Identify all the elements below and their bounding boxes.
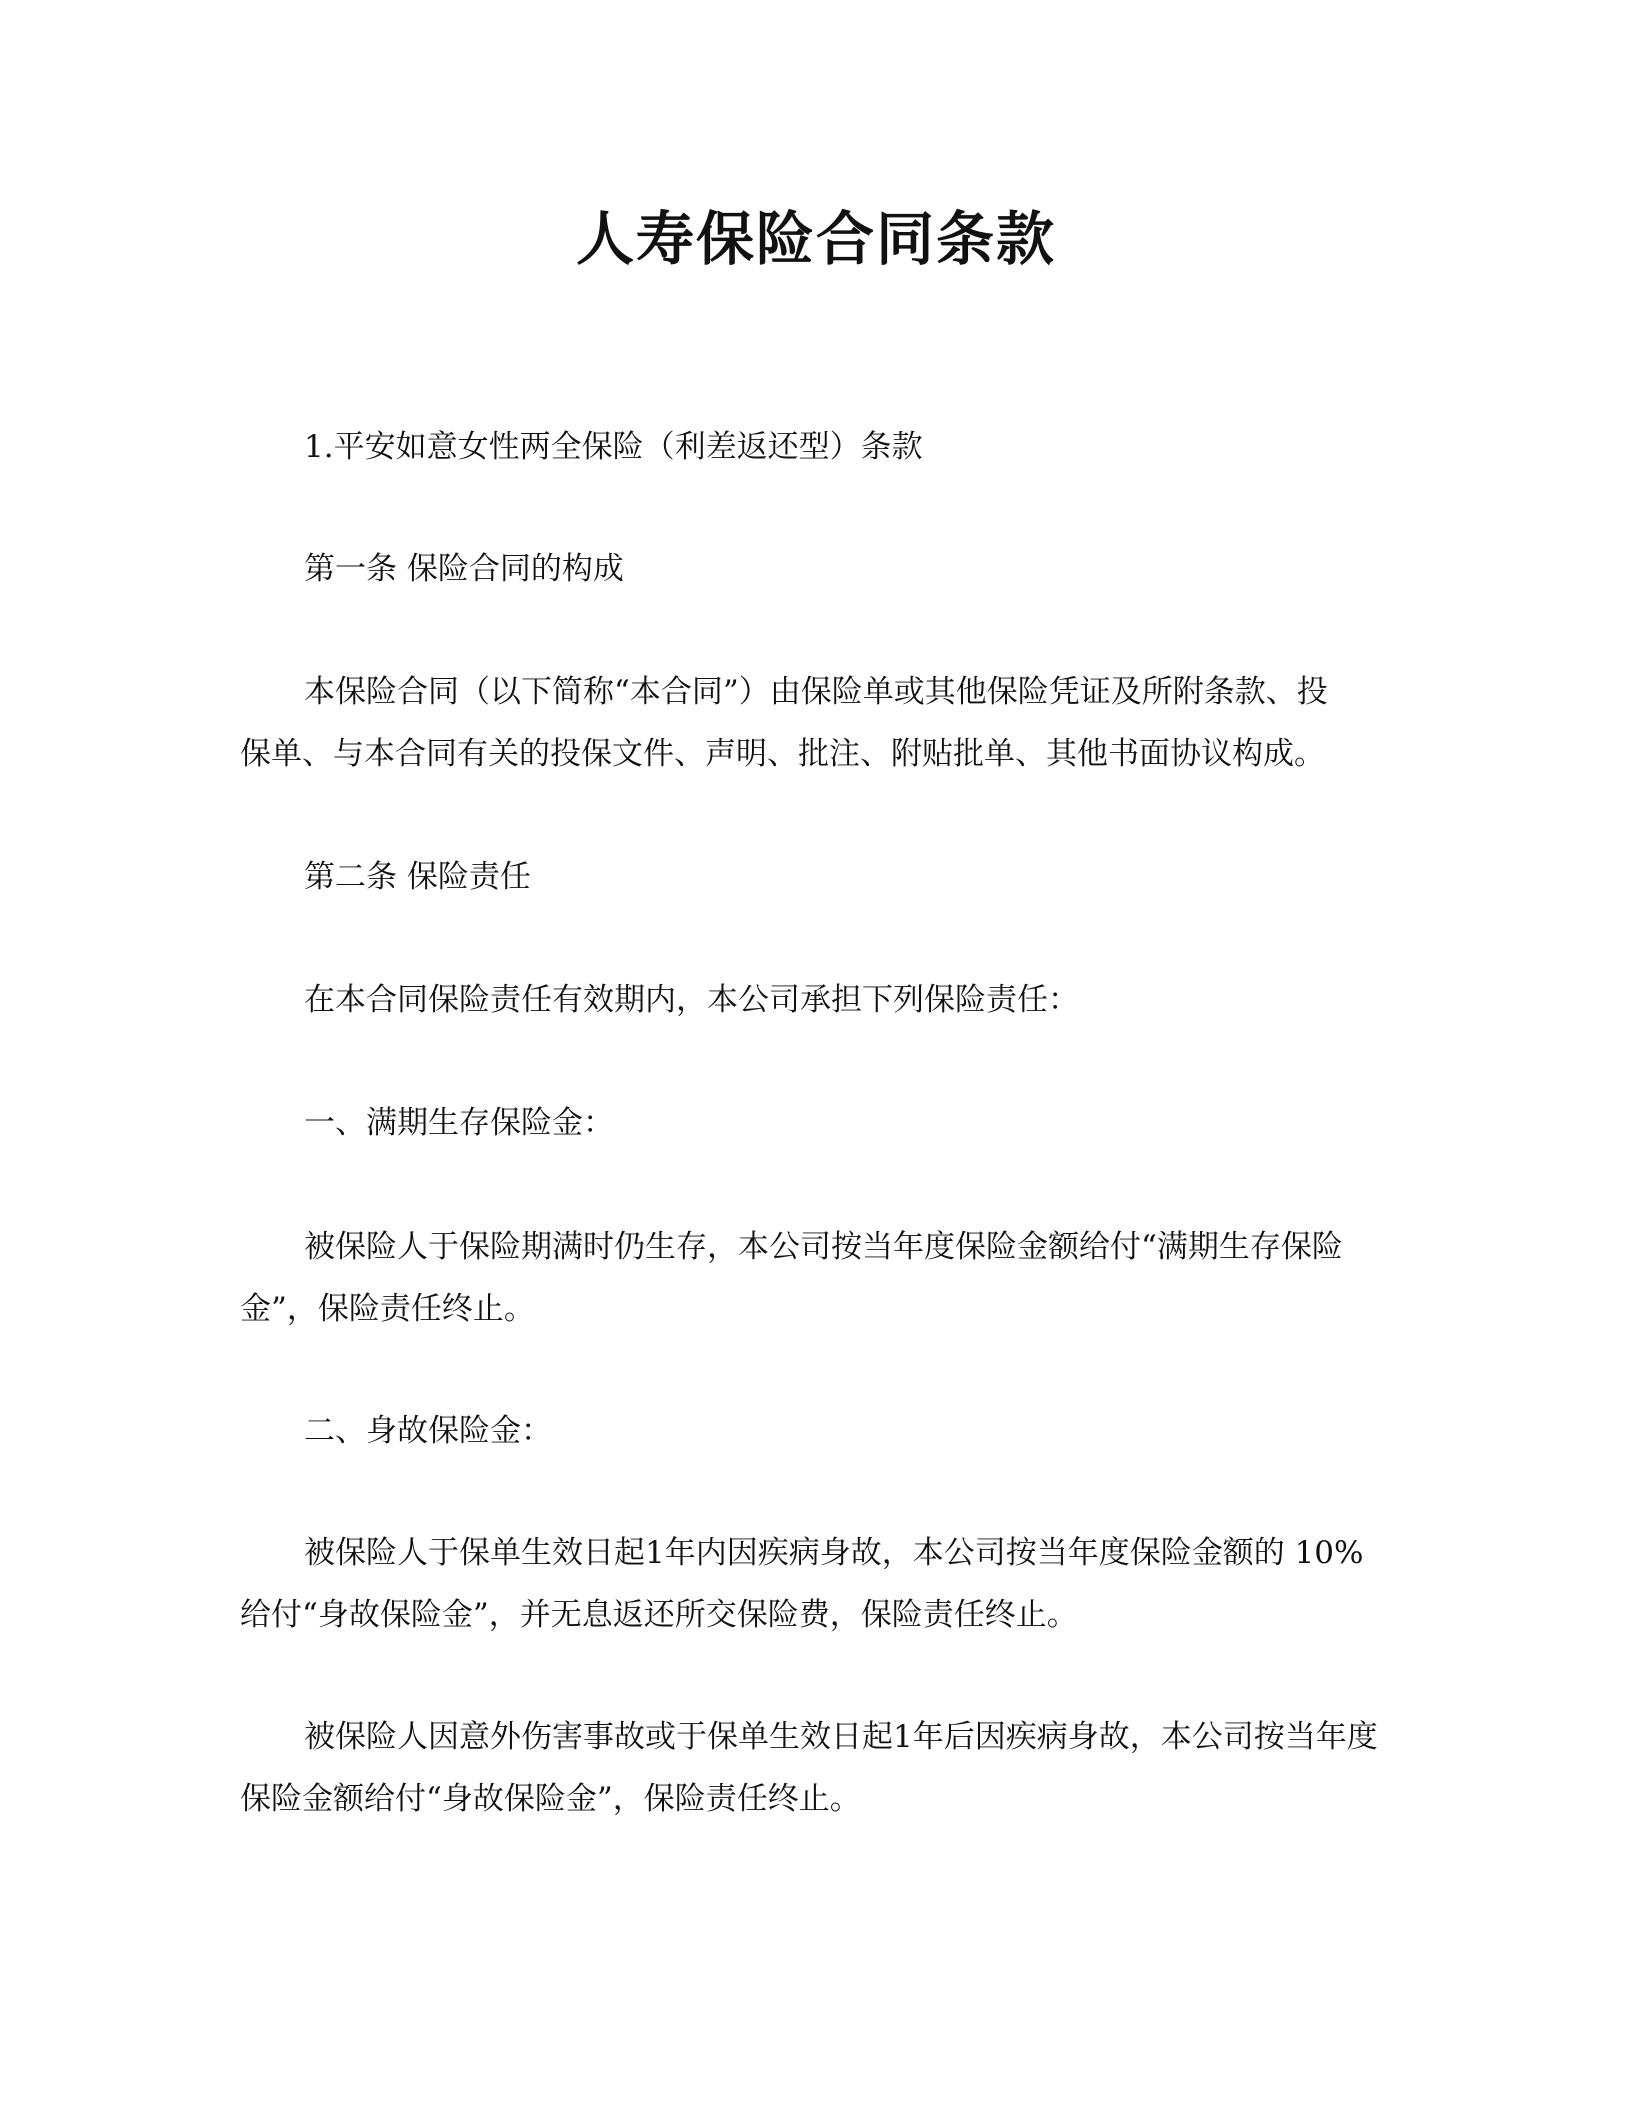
- paragraph-line: 给付“身故保险金”，并无息返还所交保险费，保险责任终止。: [240, 1597, 1078, 1633]
- paragraph-line: 第二条 保险责任: [304, 859, 531, 895]
- paragraph-line: 保险金额给付“身故保险金”，保险责任终止。: [240, 1781, 861, 1817]
- paragraph-line: 在本合同保险责任有效期内，本公司承担下列保险责任：: [304, 982, 1079, 1018]
- paragraph-line: 被保险人于保险期满时仍生存，本公司按当年度保险金额给付“满期生存保险: [304, 1229, 1343, 1265]
- paragraph-line: 金”，保险责任终止。: [240, 1291, 535, 1327]
- paragraph-line: 本保险合同（以下简称“本合同”）由保险单或其他保险凭证及所附条款、投: [304, 674, 1328, 710]
- paragraph-line: 第一条 保险合同的构成: [304, 551, 624, 587]
- paragraph-line: 被保险人因意外伤害事故或于保单生效日起1年后因疾病身故，本公司按当年度: [304, 1719, 1378, 1755]
- paragraph-line: 保单、与本合同有关的投保文件、声明、批注、附贴批单、其他书面协议构成。: [240, 736, 1325, 772]
- paragraph-line: 1.平安如意女性两全保险（利差返还型）条款: [304, 429, 923, 465]
- paragraph-line: 二、身故保险金：: [304, 1413, 552, 1449]
- paragraph-line: 一、满期生存保险金：: [304, 1105, 614, 1141]
- paragraph-line: 被保险人于保单生效日起1年内因疾病身故，本公司按当年度保险金额的 10%: [304, 1535, 1364, 1571]
- document-title: 人寿保险合同条款: [575, 205, 1056, 273]
